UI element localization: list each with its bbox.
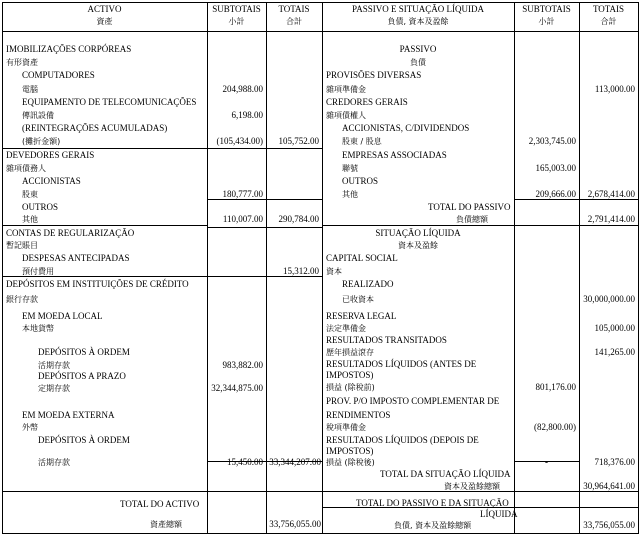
line-label: 雜項債務人 [6, 164, 46, 173]
line-label: RENDIMENTOS [326, 410, 391, 420]
line-label: CAPITAL SOCIAL [326, 253, 398, 263]
frame-left [2, 2, 3, 534]
amount: 32,344,875.00 [211, 383, 263, 393]
total-situacao-label-zh: 資本及盈餘總額 [444, 482, 500, 491]
line-label: 法定準備金 [326, 324, 366, 333]
line-label: 活期存款 [38, 361, 70, 370]
frame-right [638, 2, 639, 534]
header-totais-zh: 合計 [286, 17, 302, 26]
header-activo-zh: 資產 [96, 17, 113, 26]
amount: 165,003.00 [535, 163, 576, 173]
line-label: 活期存款 [38, 458, 70, 467]
line-label: (攤折金額) [22, 137, 61, 146]
line-label: EMPRESAS ASSOCIADAS [342, 150, 447, 160]
line-label: 雜項債權人 [326, 111, 366, 120]
amount: 105,752.00 [278, 136, 319, 146]
amount: 113,000.00 [594, 84, 635, 94]
line-label: ACCIONISTAS [22, 176, 81, 186]
line-label: IMOBILIZAÇÕES CORPÓREAS [6, 44, 132, 54]
amount: 290,784.00 [278, 214, 319, 224]
line-label: 股東 [22, 190, 38, 199]
amount: 30,000,000.00 [583, 294, 635, 304]
header-subtotais2: SUBTOTAIS [522, 4, 571, 14]
amount: 209,666.00 [535, 189, 576, 199]
amount: 801,176.00 [535, 382, 576, 392]
amount: 15,312.00 [283, 266, 319, 276]
line-label: DESPESAS ANTECIPADAS [22, 253, 130, 263]
amount: 105,000.00 [594, 323, 635, 333]
header-activo: ACTIVO [87, 4, 122, 14]
amount: (82,800.00) [534, 422, 576, 432]
line-label: REALIZADO [342, 279, 394, 289]
amount: 718,376.00 [594, 457, 635, 467]
line-label: ACCIONISTAS, C/DIVIDENDOS [342, 123, 470, 133]
amount: 2,678,414.00 [587, 189, 635, 199]
section-heading: 負債 [410, 58, 426, 67]
line-label: OUTROS [22, 202, 59, 212]
balance-sheet [2, 2, 639, 534]
header-passivo: PASSIVO E SITUAÇÃO LÍQUIDA [352, 4, 484, 14]
line-label: PROVISÕES DIVERSAS [326, 70, 422, 80]
line-label: OUTROS [342, 176, 379, 186]
line-label: EM MOEDA LOCAL [22, 311, 103, 321]
line-label: CONTAS DE REGULARIZAÇÃO [6, 228, 135, 238]
total-situacao-label: TOTAL DA SITUAÇÃO LÍQUIDA [380, 469, 511, 479]
total-all-label: LÍQUIDA [480, 509, 518, 519]
section-rule [322, 225, 639, 226]
line-label: 其他 [22, 215, 38, 224]
total-situacao-amount: 30,964,641.00 [583, 481, 635, 491]
line-label: EM MOEDA EXTERNA [22, 410, 115, 420]
line-label: DEPÓSITOS À ORDEM [38, 347, 130, 357]
amount: 15,450.00 [227, 457, 263, 467]
total-passivo-label-zh: 負債總額 [456, 215, 488, 224]
total-activo-label-zh: 資產總額 [150, 520, 182, 529]
line-label: 暫記賬目 [6, 241, 38, 250]
total-passivo-amount: 2,791,414.00 [587, 214, 635, 224]
line-label: 外幣 [22, 423, 38, 432]
amount: 180,777.00 [222, 189, 263, 199]
line-label: 股東 / 股息 [342, 137, 382, 146]
header-rule [2, 31, 639, 32]
frame-bottom [2, 533, 639, 534]
line-label: PROV. P/O IMPOSTO COMPLEMENTAR DE [326, 396, 500, 406]
line-label: 歷年損益滾存 [326, 348, 374, 357]
frame-top [2, 2, 639, 3]
line-label: 傳訊設備 [22, 111, 54, 120]
amount: 204,988.00 [222, 84, 263, 94]
amount: - [545, 457, 548, 467]
amount: 110,007.00 [222, 214, 263, 224]
section-heading: 資本及盈餘 [398, 241, 438, 250]
line-label: 有形資產 [6, 58, 38, 67]
col-divider [207, 2, 208, 534]
total-all-amount: 33,756,055.00 [583, 520, 635, 530]
section-rule [2, 491, 322, 492]
section-rule [207, 227, 322, 228]
line-label: 電腦 [22, 85, 38, 94]
amount: 33,344,207.00 [269, 457, 321, 467]
line-label: RESULTADOS LÍQUIDOS (ANTES DE [326, 359, 477, 369]
line-label: RESULTADOS TRANSITADOS [326, 335, 447, 345]
header-totais2-zh: 合計 [600, 17, 617, 26]
total-passivo-label: TOTAL DO PASSIVO [428, 202, 511, 212]
line-label: EQUIPAMENTO DE TELECOMUNICAÇÕES [22, 97, 197, 107]
section-rule [2, 148, 322, 149]
col-divider [322, 2, 323, 534]
col-divider [579, 2, 580, 534]
line-label: 損益 (除稅前) [326, 383, 375, 392]
line-label: DEPÓSITOS A PRAZO [38, 371, 126, 381]
line-label: IMPOSTOS) [326, 446, 374, 456]
line-label: 銀行存款 [6, 295, 38, 304]
amount: 141,265.00 [594, 347, 635, 357]
line-label: RESERVA LEGAL [326, 311, 397, 321]
amount: 983,882.00 [222, 360, 263, 370]
line-label: DEPÓSITOS À ORDEM [38, 435, 130, 445]
line-label: RESULTADOS LÍQUIDOS (DEPOIS DE [326, 435, 479, 445]
col-divider [514, 2, 515, 534]
line-label: 定期存款 [38, 384, 70, 393]
line-label: 資本 [326, 267, 342, 276]
header-totais2: TOTAIS [592, 4, 625, 14]
amount: 6,198.00 [231, 110, 263, 120]
line-label: 預付費用 [22, 267, 54, 276]
total-activo-label: TOTAL DO ACTIVO [120, 499, 200, 509]
section-heading: SITUAÇÃO LÍQUIDA [375, 228, 461, 238]
section-heading: PASSIVO [399, 44, 437, 54]
amount: (105,434.00) [216, 136, 263, 146]
line-label: 本地貨幣 [22, 324, 54, 333]
line-label: 損益 (除稅後) [326, 458, 375, 467]
total-all-label-zh: 負債, 資本及盈餘總額 [394, 521, 472, 530]
header-subtotais: SUBTOTAIS [212, 4, 261, 14]
line-label: 已收資本 [342, 295, 374, 304]
total-activo-amount: 33,756,055.00 [269, 519, 321, 529]
line-label: IMPOSTOS) [326, 370, 374, 380]
line-label: DEVEDORES GERAIS [6, 150, 95, 160]
line-label: DEPÓSITOS EM INSTITUIÇÕES DE CRÉDITO [6, 279, 189, 289]
header-passivo-zh: 負債, 資本及盈餘 [387, 17, 449, 26]
header-subtotais-zh: 小計 [228, 17, 245, 26]
line-label: 稅項準備金 [326, 423, 366, 432]
line-label: 雜項準備金 [326, 85, 366, 94]
line-label: (REINTEGRAÇÕES ACUMULADAS) [22, 123, 168, 133]
line-label: CREDORES GERAIS [326, 97, 408, 107]
line-label: 其他 [342, 190, 358, 199]
section-rule [2, 225, 207, 226]
line-label: 聯號 [342, 164, 358, 173]
total-all-label: TOTAL DO PASSIVO E DA SITUAÇÃO [356, 498, 509, 508]
amount: 2,303,745.00 [528, 136, 576, 146]
header-subtotais2-zh: 小計 [538, 17, 555, 26]
line-label: COMPUTADORES [22, 70, 95, 80]
header-totais: TOTAIS [278, 4, 310, 14]
